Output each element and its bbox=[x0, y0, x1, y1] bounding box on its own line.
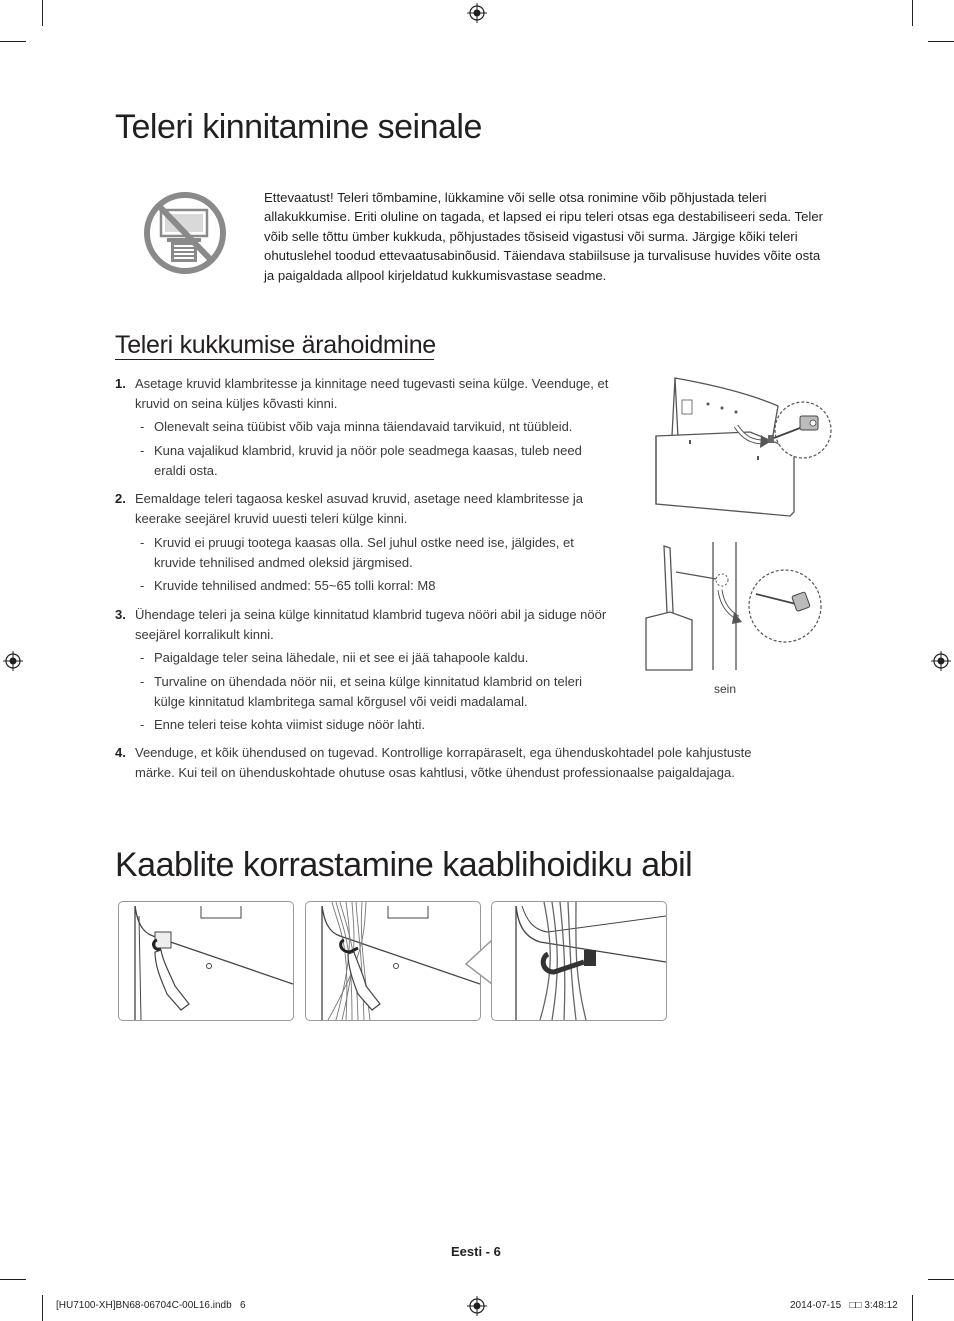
list-dash: - bbox=[140, 650, 145, 665]
sub-item-text: Enne teleri teise kohta viimist siduge nöör lahti. bbox=[154, 717, 425, 732]
crop-mark bbox=[0, 41, 26, 42]
crop-mark bbox=[912, 1295, 913, 1321]
no-climbing-warning-icon bbox=[143, 192, 227, 274]
list-dash: - bbox=[140, 535, 145, 550]
step-number: 1. bbox=[115, 376, 126, 391]
registration-mark-icon bbox=[467, 1296, 487, 1316]
wall-label: sein bbox=[714, 682, 737, 696]
list-dash: - bbox=[140, 443, 145, 458]
list-dash: - bbox=[140, 674, 145, 689]
sub-item-text: Paigaldage teler seina lähedale, nii et see ei jää tahapoole kaldu. bbox=[154, 650, 529, 665]
list-dash: - bbox=[140, 578, 145, 593]
tv-bracket-illustration bbox=[640, 372, 840, 522]
cable-holder-illustration bbox=[119, 902, 293, 1020]
sub-item-text: Turvaline on ühendada nöör nii, et seina külge kinnitatud klambrid on teleri külge kinnitatud klambritega samal kõrgusel või veidi madalamal. bbox=[154, 674, 583, 709]
section-title-cables: Kaablite korrastamine kaablihoidiku abil bbox=[115, 846, 693, 884]
crop-mark bbox=[928, 41, 954, 42]
tv-wall-cord-illustration bbox=[640, 540, 840, 675]
sub-item-text: Olenevalt seina tüübist võib vaja minna täiendavaid tarvikuid, nt tüübleid. bbox=[154, 419, 573, 434]
step-number: 4. bbox=[115, 745, 126, 760]
warning-text: Ettevaatust! Teleri tõmbamine, lükkamine või selle otsa ronimine võib põhjustada teleri allakukkumise. Eriti oluline on tagada, et lapsed ei ripu teleri otsas ega destabiliseeri seda. Teler võib selle tõttu ümber kukkuda, põhjustades tõsiseid vigastusi või surma. Järgige kõiki teleri ohutuslehel toodud ettevaatusabinõusid. Täiendava stabiilsuse ja turvalisuse huvides võite osta ja paigaldada allpool kirjeldatud kukkumisvastase seadme. bbox=[264, 190, 824, 283]
list-dash: - bbox=[140, 419, 145, 434]
cable-step-panel-3 bbox=[491, 901, 667, 1021]
step-text: Ühendage teleri ja seina külge kinnitatud klambrid tugeva nööri abil ja siduge nöör seejärel korralikult kinni. bbox=[135, 607, 607, 642]
registration-mark-icon bbox=[3, 651, 23, 671]
step-text: Eemaldage teleri tagaosa keskel asuvad kruvid, asetage need klambritesse ja keerake seejärel kruvid uuesti teleri külge kinni. bbox=[135, 491, 584, 526]
subtitle-underline bbox=[115, 359, 434, 360]
crop-mark bbox=[42, 1295, 43, 1321]
cable-step-panel-1 bbox=[118, 901, 294, 1021]
crop-mark bbox=[42, 0, 43, 26]
crop-mark bbox=[912, 0, 913, 26]
registration-mark-icon bbox=[931, 651, 951, 671]
cable-bundle-illustration bbox=[306, 902, 480, 1020]
list-dash: - bbox=[140, 717, 145, 732]
date-info: 2014-07-15 □□ 3:48:12 bbox=[790, 1300, 898, 1311]
page-number: Eesti - 6 bbox=[451, 1244, 501, 1259]
cable-step-panel-2 bbox=[305, 901, 481, 1021]
sub-item-text: Kruvid ei pruugi tootega kaasas olla. Sel juhul ostke need ise, jälgides, et kruvide tehnilised andmed oleksid järgmised. bbox=[154, 535, 574, 570]
file-info: [HU7100-XH]BN68-06704C-00L16.indb 6 bbox=[56, 1300, 246, 1311]
crop-mark bbox=[928, 1279, 954, 1280]
step-number: 2. bbox=[115, 491, 126, 506]
sub-item-text: Kuna vajalikud klambrid, kruvid ja nöör pole seadmega kaasas, tuleb need eraldi osta. bbox=[154, 443, 582, 478]
crop-mark bbox=[0, 1279, 26, 1280]
zoom-callout-icon bbox=[464, 940, 494, 984]
sub-item-text: Kruvide tehnilised andmed: 55~65 tolli korral: M8 bbox=[154, 578, 436, 593]
cable-holder-closeup-illustration bbox=[492, 902, 666, 1020]
step-number: 3. bbox=[115, 607, 126, 622]
step-text: Asetage kruvid klambritesse ja kinnitage need tugevasti seina külge. Veenduge, et kruvid on seina küljes kõvasti kinni. bbox=[135, 376, 609, 411]
step-text: Veenduge, et kõik ühendused on tugevad. Kontrollige korrapäraselt, ega ühenduskohtadel pole kahjustuste märke. Kui teil on ühenduskohtade ohutuse osas kahtlusi, võtke ühendust professionaalse paigaldajaga. bbox=[135, 745, 752, 780]
page-title: Teleri kinnitamine seinale bbox=[115, 108, 482, 146]
section-subtitle: Teleri kukkumise ärahoidmine bbox=[115, 331, 436, 359]
registration-mark-icon bbox=[467, 3, 487, 23]
